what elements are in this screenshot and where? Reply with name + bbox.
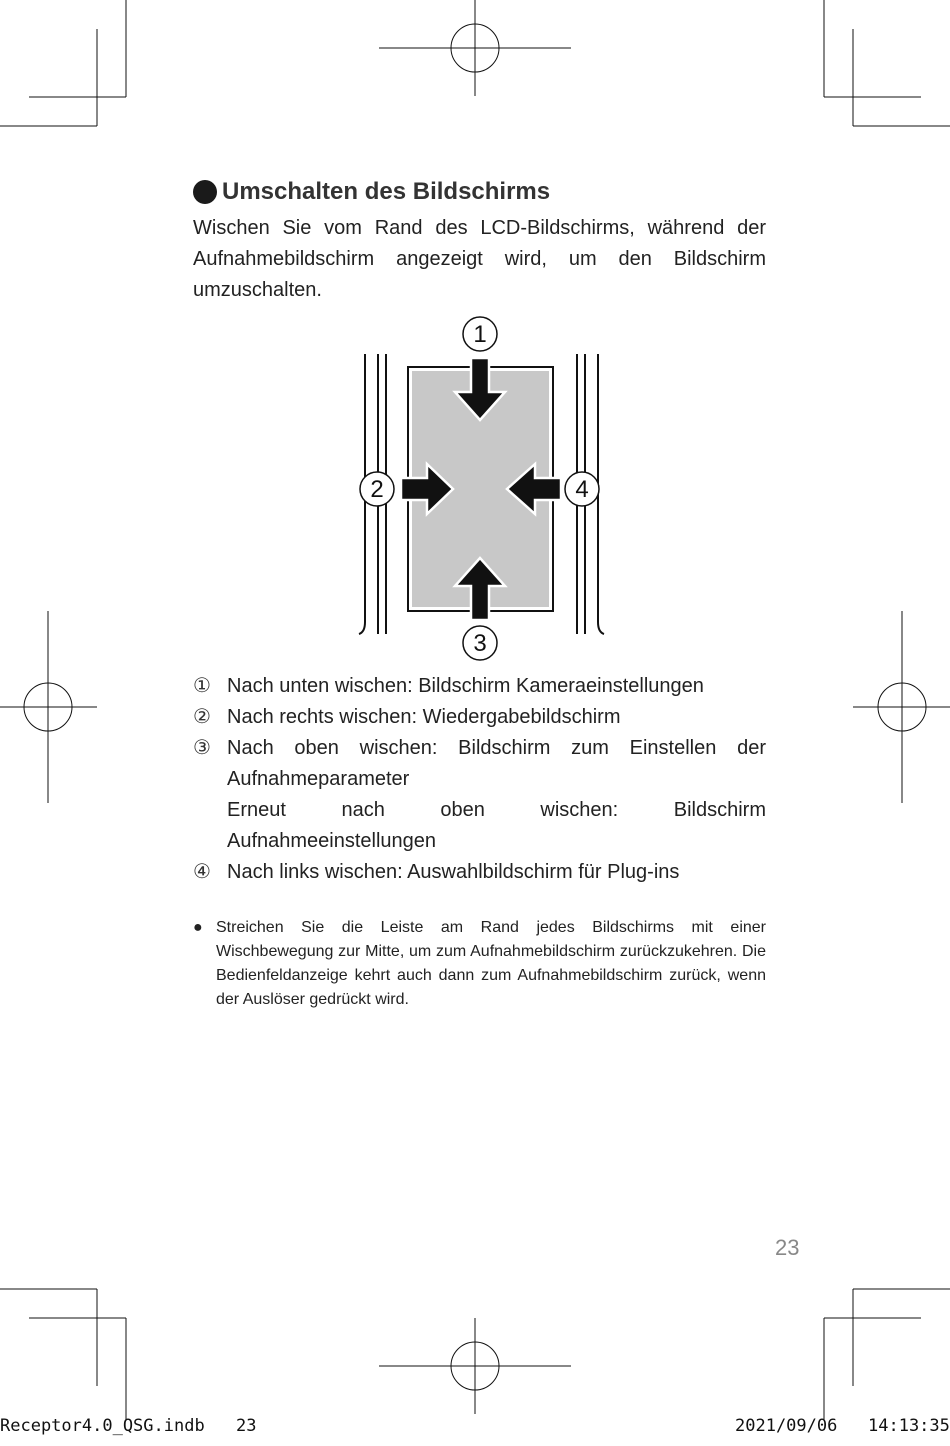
legend-subtext: Erneut nach oben wischen: Bildschirm Aufnahmeeinstellungen — [227, 799, 766, 852]
page-number: 23 — [775, 1235, 800, 1260]
note-bullet-icon: ● — [193, 919, 203, 936]
legend-text: Nach oben wischen: Bildschirm zum Einstellen der Aufnahmeparameter — [227, 737, 766, 790]
callout-2-label: 2 — [370, 476, 384, 503]
callout-4-label: 4 — [575, 476, 589, 503]
slug-time: 14:13:35 — [868, 1416, 950, 1436]
list-item — [193, 702, 766, 733]
legend-text: Nach links wischen: Auswahlbildschirm für Plug-ins — [227, 861, 680, 883]
slug-file: Receptor4.0_QSG.indb — [0, 1416, 205, 1436]
callout-1-label: 1 — [473, 321, 487, 348]
heading-bullet-icon — [193, 180, 217, 204]
list-item — [193, 733, 766, 857]
swipe-legend — [193, 671, 766, 888]
legend-number: ④ — [193, 861, 211, 883]
note-text: Streichen Sie die Leiste am Rand jedes Bildschirms mit einer Wischbewegung zur Mitte, um zum Aufnahmebildschirm zurückzukehren. Die Bedienfeldanzeige kehrt auch dann zum Aufnahmebildschirm zurück, wenn der Auslöser gedrückt wird. — [216, 919, 766, 1008]
slug-page: 23 — [236, 1416, 257, 1436]
legend-text: Nach unten wischen: Bildschirm Kameraeinstellungen — [227, 675, 704, 697]
legend-text: Nach rechts wischen: Wiedergabebildschirm — [227, 706, 621, 728]
list-item — [193, 857, 766, 888]
intro-paragraph: Wischen Sie vom Rand des LCD-Bildschirms, während der Aufnahmebildschirm angezeigt wird, um den Bildschirm umzuschalten. — [193, 217, 766, 301]
section-heading — [193, 178, 550, 206]
legend-number: ① — [193, 675, 211, 697]
note — [193, 916, 766, 1012]
swipe-diagram — [355, 314, 610, 664]
section-title: Umschalten des Bildschirms — [222, 178, 551, 205]
callout-3-label: 3 — [473, 630, 487, 657]
legend-number: ② — [193, 706, 211, 728]
legend-number: ③ — [193, 737, 211, 759]
list-item — [193, 671, 766, 702]
slug-date: 2021/09/06 — [735, 1416, 838, 1436]
